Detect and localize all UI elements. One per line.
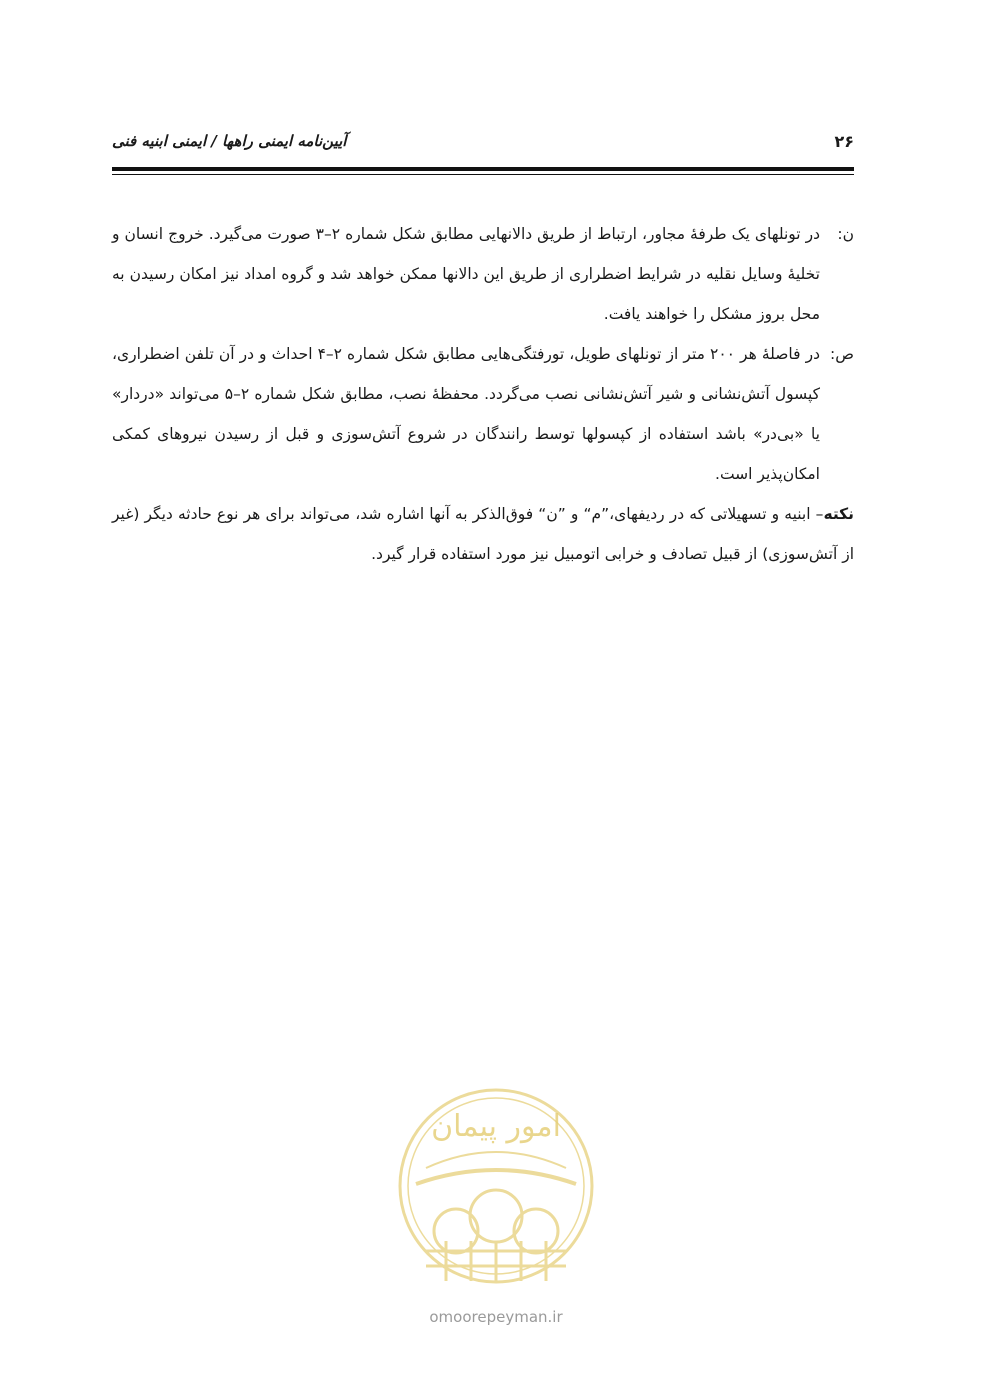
body-text <box>112 214 854 574</box>
item-label: ص: <box>830 345 854 363</box>
list-item <box>112 214 854 334</box>
header-rule-thick <box>112 167 854 171</box>
running-title: آیین‌نامه ایمنی راهها / ایمنی ابنیه فنی <box>112 132 347 150</box>
note-label: نکته <box>823 505 854 523</box>
watermark-caption: omoorepeyman.ir <box>429 1308 563 1326</box>
page-number: ۲۶ <box>834 132 854 151</box>
note-text: – ابنیه و تسهیلاتی که در ردیفهای،”م“ و ”ن“ فوق‌الذکر به آنها اشاره شد، می‌تواند برای هر نوع حادثه دیگر (غیر از آتش‌سوزی) از قبیل تصادف و خرابی اتومبیل نیز مورد استفاده قرار گیرد. <box>112 505 854 563</box>
note-paragraph <box>112 494 854 574</box>
logo-lettering: امور پیمان <box>431 1109 561 1144</box>
watermark-logo <box>386 1076 606 1326</box>
item-label: ن: <box>837 225 854 243</box>
header-rule-thin <box>112 174 854 175</box>
list-item <box>112 334 854 494</box>
item-text: در تونلهای یک طرفهٔ مجاور، ارتباط از طریق دالانهایی مطابق شکل شماره ۲–۳ صورت می‌گیرد. خروج انسان و تخلیهٔ وسایل نقلیه در شرایط اضطراری از طریق این دالانها ممکن خواهد شد و گروه امداد نیز امکان رسیدن به محل بروز مشکل را خواهند یافت. <box>112 225 821 323</box>
page-header <box>112 128 854 158</box>
item-text: در فاصلهٔ هر ۲۰۰ متر از تونلهای طویل، تورفتگی‌هایی مطابق شکل شماره ۲–۴ احداث و در آن تلفن اضطراری، کپسول آتش‌نشانی و شیر آتش‌نشانی نصب می‌گردد. محفظهٔ نصب، مطابق شکل شماره ۲–۵ می‌تواند «دردار» یا «بی‌در» باشد استفاده از کپسولها توسط رانندگان در شروع آتش‌سوزی و قبل از رسیدن نیروهای کمکی امکان‌پذیر است. <box>112 345 820 483</box>
